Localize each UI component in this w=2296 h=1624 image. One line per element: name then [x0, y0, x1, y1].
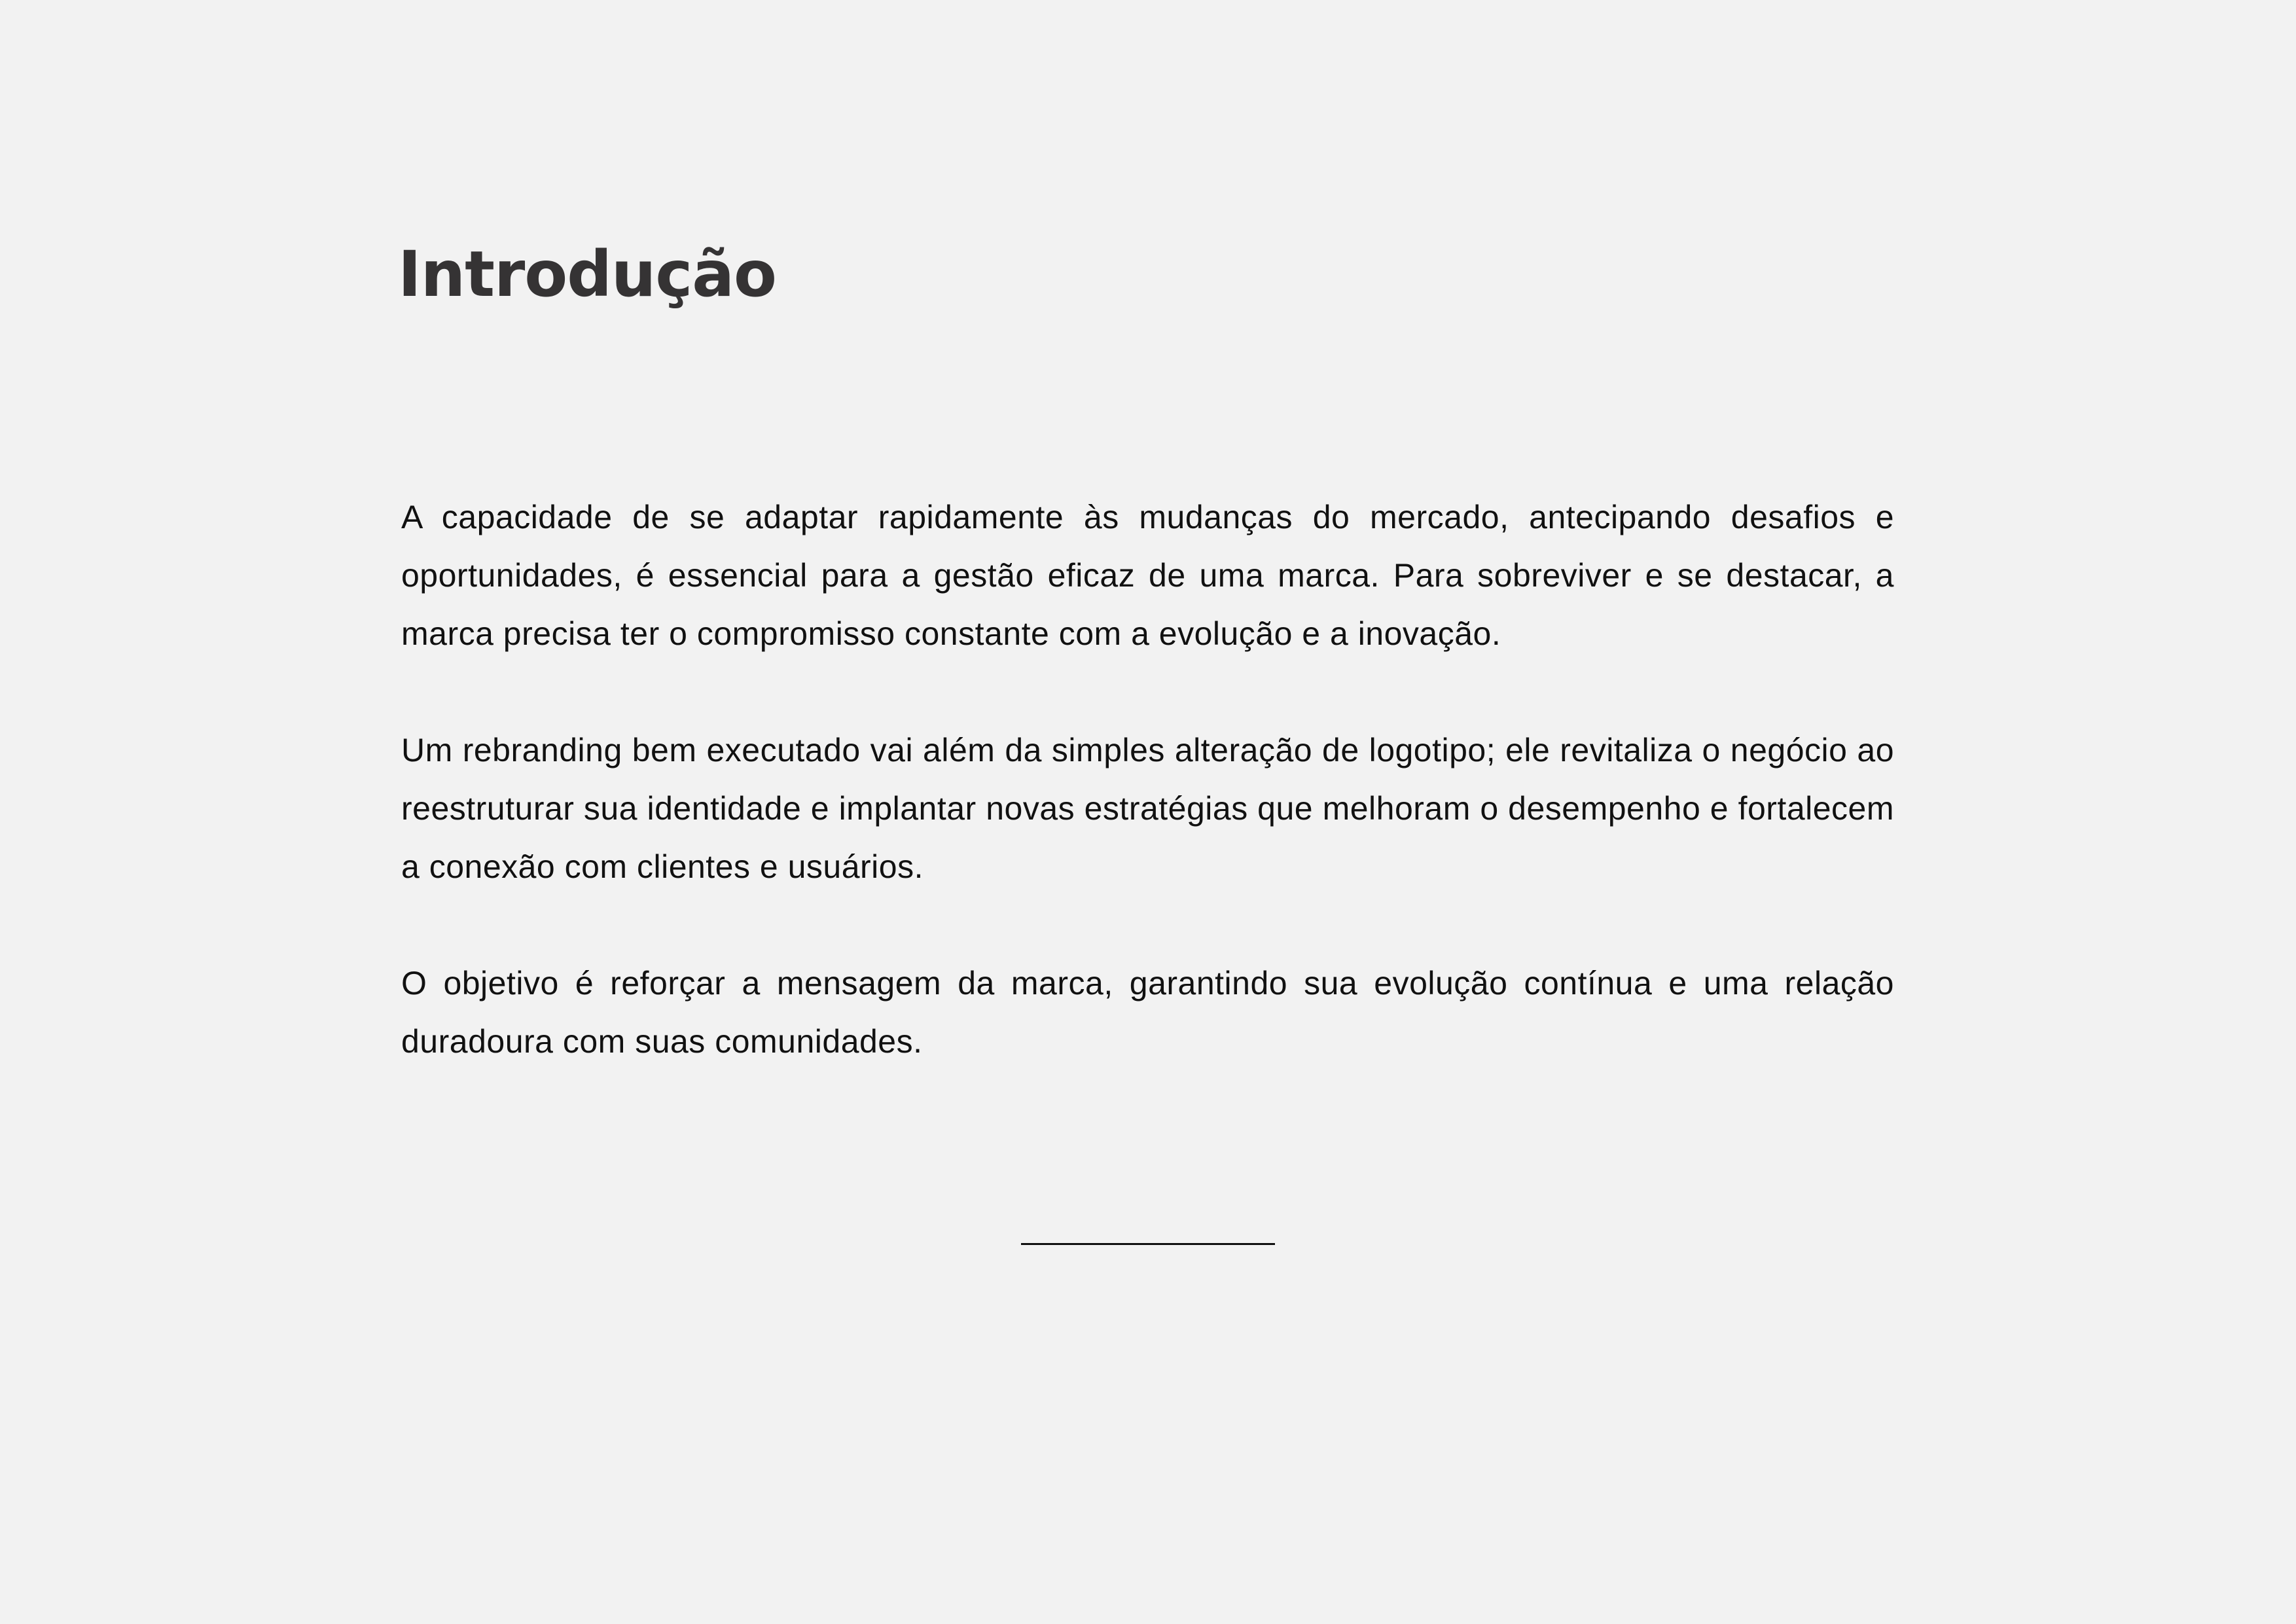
- page-title: Introdução: [398, 238, 776, 311]
- paragraph-objective: O objetivo é reforçar a mensagem da marca, garantindo sua evolução contínua e uma relação duradoura com suas comunidades.: [401, 965, 1894, 1060]
- paragraph-adaptation: A capacidade de se adaptar rapidamente às mudanças do mercado, antecipando desafios e oportunidades, é essencial para a gestão eficaz de uma marca. Para sobreviver e se destacar, a marca precisa ter o compromisso constante com a evolução e a inovação.: [401, 499, 1894, 652]
- intro-body: [401, 488, 1894, 1071]
- section-divider: [1021, 1243, 1275, 1245]
- paragraph-rebranding: Um rebranding bem executado vai além da simples alteração de logotipo; ele revitaliza o negócio ao reestruturar sua identidade e implantar novas estratégias que melhoram o desempenho e fortalecem a conexão com clientes e usuários.: [401, 732, 1894, 885]
